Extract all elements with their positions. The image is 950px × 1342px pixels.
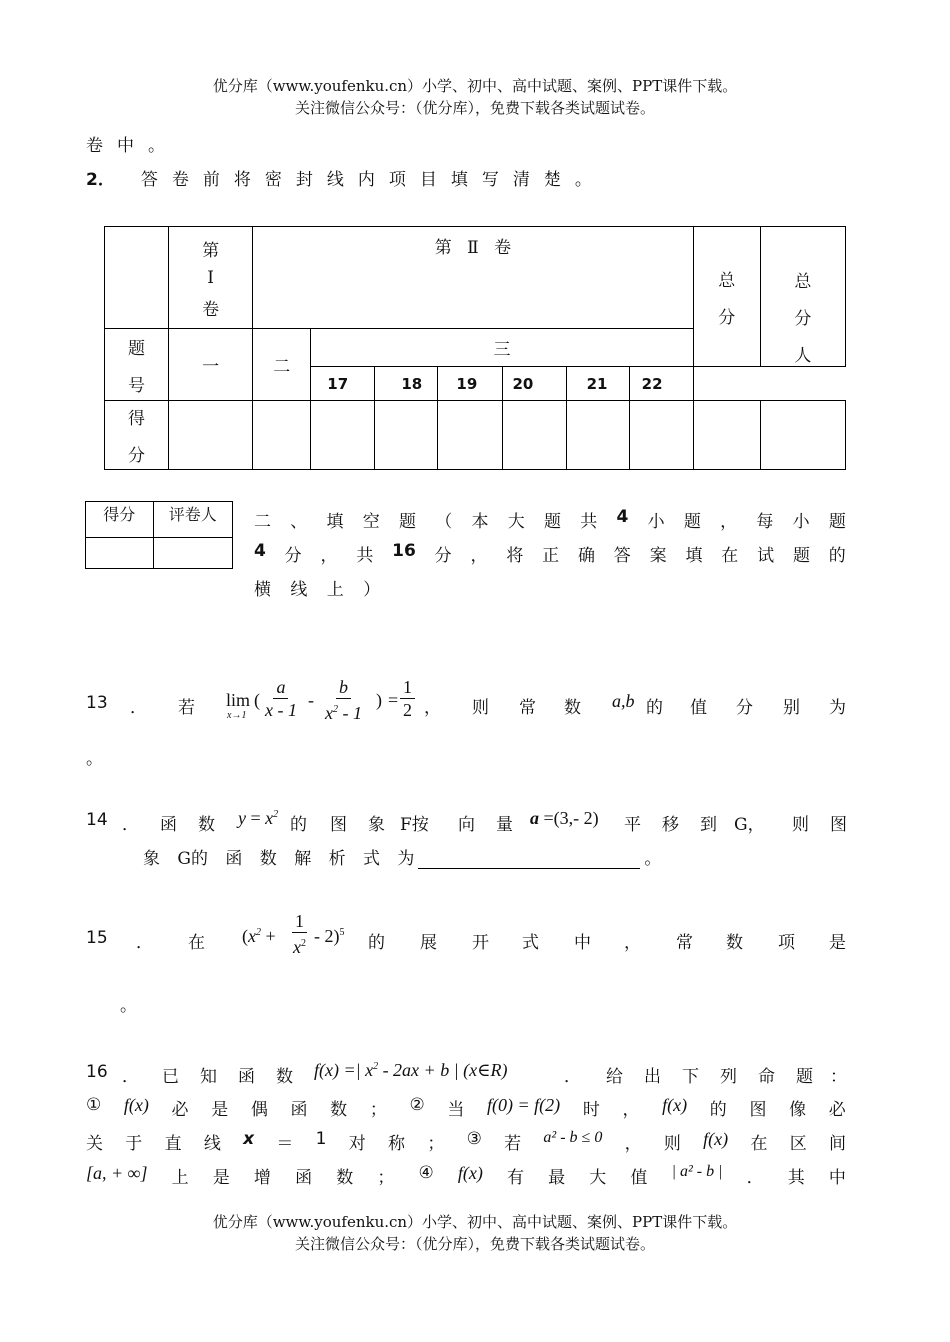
q14-word: 的	[290, 815, 307, 835]
q13-sq: 2	[333, 704, 338, 715]
q15-word: 开	[472, 933, 489, 953]
intro-line-2	[86, 165, 606, 190]
q16-token: 上	[171, 1168, 189, 1188]
section-char: 题	[683, 512, 701, 532]
q14-dot: ．	[122, 815, 139, 835]
score-table	[104, 226, 846, 470]
q16-token: 间	[829, 1134, 846, 1154]
q13-minus: -	[308, 690, 314, 710]
q16-token: 直	[164, 1134, 182, 1154]
q14-line-2-text: 象 G的 函 数 解 析 式 为	[143, 849, 415, 869]
question-number: 22	[629, 367, 693, 401]
score-label-char: 得	[128, 409, 146, 429]
section-char: 案	[649, 546, 667, 566]
q16-token: 大	[589, 1168, 607, 1188]
q15-word: 展	[420, 933, 437, 953]
section-char: 空	[362, 512, 380, 532]
q16-number: 16	[86, 1062, 108, 1082]
q13-word: 的	[646, 698, 663, 718]
q16-token: 1	[315, 1129, 327, 1149]
q16-token: 线	[203, 1134, 221, 1154]
section-char: 将	[506, 546, 524, 566]
q16-token: 是	[212, 1168, 230, 1188]
question-14-line-1	[86, 808, 846, 834]
footer-line-1: 优分库（www.youfenku.cn）小学、初中、高中试题、案例、PPT课件下载。	[212, 1213, 738, 1231]
q16-token: 值	[630, 1168, 648, 1188]
q14-vec-name: a	[530, 808, 539, 828]
q13-lim: lim	[226, 690, 251, 710]
q15-word: 数	[726, 933, 743, 953]
q14-word: 向	[458, 815, 475, 835]
q16-word: 函	[238, 1067, 255, 1087]
part-2-header: 第 Ⅱ 卷	[253, 227, 694, 329]
section-char: 试	[757, 546, 775, 566]
grader-score-label: 得分	[86, 502, 154, 538]
q14-vec-value: =(3,- 2)	[539, 808, 599, 828]
section-char: 分	[284, 546, 302, 566]
q16-word: 命	[758, 1067, 775, 1087]
q16-token: 区	[789, 1134, 807, 1154]
q15-frac	[290, 910, 309, 958]
score-cell[interactable]	[375, 401, 438, 470]
score-cell[interactable]	[629, 401, 693, 470]
score-cell[interactable]	[253, 401, 311, 470]
question-16-line-1	[86, 1060, 846, 1086]
q16-token: 最	[548, 1168, 566, 1188]
q16-token: ，	[622, 1100, 640, 1120]
q14-word: 则	[792, 815, 809, 835]
q15-expr-close	[314, 926, 345, 947]
q16-token: 数	[336, 1168, 354, 1188]
section-char: 正	[542, 546, 560, 566]
q14-word: F按	[400, 815, 429, 835]
section-char: 的	[828, 546, 846, 566]
part-1-char: 卷	[202, 299, 220, 320]
q14-word: 量	[496, 815, 513, 835]
q15-frac-sq: 2	[301, 938, 306, 949]
intro-text: 答卷前将密封线内项目填写清楚。	[140, 170, 606, 190]
section-char: 填	[326, 512, 344, 532]
header-line-1: 优分库（www.youfenku.cn）小学、初中、高中试题、案例、PPT课件下载。	[212, 77, 738, 95]
q16-token: x	[243, 1129, 255, 1149]
q14-word: 函	[160, 815, 177, 835]
q14-y: y	[238, 808, 246, 828]
question-16-line-4	[86, 1163, 846, 1188]
q16-token: f(x)	[457, 1163, 483, 1183]
q16-token: 称	[388, 1134, 406, 1154]
q13-word: 值	[690, 698, 707, 718]
question-16-line-2	[86, 1095, 846, 1120]
q14-word: 平	[624, 815, 641, 835]
q13-word: 为	[829, 698, 846, 718]
q15-frac-den-x: x	[293, 937, 301, 957]
footer-line-2: 关注微信公众号：（优分库），免费下载各类试题试卷。	[294, 1235, 655, 1253]
q16-token: 是	[211, 1100, 229, 1120]
q15-word: ，	[624, 933, 641, 953]
q16-token: 对	[348, 1134, 366, 1154]
q13-frac-1	[262, 676, 300, 721]
q14-word: 图	[330, 815, 347, 835]
q15-frac-num: 1	[292, 910, 307, 933]
section-char: 在	[721, 546, 739, 566]
section-char: 二	[254, 512, 271, 532]
section-char: 题	[792, 546, 810, 566]
section-char: 4	[616, 507, 629, 527]
section-char: 、	[290, 512, 308, 532]
q14-x: x	[265, 808, 274, 828]
q16-token: 其	[787, 1168, 805, 1188]
q16-token: 时	[582, 1100, 600, 1120]
header-line-2: 关注微信公众号：（优分库），免费下载各类试题试卷。	[294, 99, 655, 117]
total-char: 总	[718, 270, 736, 291]
score-cell[interactable]	[438, 401, 502, 470]
section-char: 填	[685, 546, 703, 566]
q16-token: ②	[409, 1095, 425, 1115]
q14-word: 移	[662, 815, 679, 835]
q16-token: ；	[427, 1134, 445, 1154]
section-char: 分	[434, 546, 452, 566]
section-char: 每	[756, 512, 774, 532]
q13-frac-2-num: b	[336, 676, 351, 699]
section-char: 小	[792, 512, 810, 532]
grader-name-label: 评卷人	[153, 502, 232, 538]
grader-score-cell[interactable]	[86, 538, 154, 569]
section-char: ，	[320, 546, 338, 566]
q16-token: 像	[789, 1100, 807, 1120]
q14-vector	[530, 808, 599, 829]
q13-ruo: 若	[178, 698, 195, 718]
score-cell[interactable]	[169, 401, 253, 470]
q13-half-den: 2	[403, 700, 412, 720]
question-1: 一	[169, 329, 253, 401]
q15-word: 是	[829, 933, 846, 953]
q16-token: 有	[507, 1168, 524, 1188]
q13-word: 别	[783, 698, 800, 718]
q15-zai: 在	[188, 933, 205, 953]
q13-half	[400, 676, 415, 721]
grader-name-cell[interactable]	[153, 538, 232, 569]
q16-token: 关	[86, 1134, 103, 1154]
q16-token: 偶	[250, 1100, 268, 1120]
q16-token: ；	[369, 1100, 387, 1120]
part-1-header	[169, 227, 253, 329]
q13-den-rest: - 1	[338, 703, 362, 723]
q16-word: ：	[830, 1067, 847, 1087]
q16-token: f(0) = f(2)	[487, 1095, 561, 1115]
q16-word: 知	[200, 1067, 217, 1087]
q16-word: 已	[162, 1067, 179, 1087]
q14-word: 到	[700, 815, 717, 835]
q16-token: 则	[663, 1134, 681, 1154]
q15-plus: +	[261, 926, 276, 946]
q16-token: f(x)	[662, 1095, 688, 1115]
section-char: 共	[356, 546, 374, 566]
q14-word: 象	[368, 815, 385, 835]
q13-close-paren: )	[376, 690, 382, 710]
q15-sq: 2	[256, 927, 261, 938]
question-label-char: 题	[128, 338, 146, 359]
q16-token: ④	[418, 1163, 434, 1183]
q14-number: 14	[86, 810, 108, 830]
section-char: 大	[507, 512, 525, 532]
section-char: 确	[577, 546, 595, 566]
q16-token: 在	[750, 1134, 768, 1154]
question-2: 二	[253, 329, 311, 401]
score-label-char: 分	[128, 446, 146, 466]
section-2-line-1	[254, 507, 846, 532]
score-label	[105, 401, 169, 470]
section-char: 共	[580, 512, 598, 532]
q16-token: ．	[746, 1168, 764, 1188]
q16-token: f(x)	[703, 1129, 729, 1149]
q16-token: ①	[86, 1095, 102, 1115]
q16-word: ．	[564, 1067, 581, 1087]
grader-box	[85, 501, 233, 569]
q13-end: 。	[86, 749, 103, 769]
q15-frac-den	[290, 933, 309, 958]
section-char: 题	[544, 512, 561, 532]
q14-sq: 2	[273, 809, 279, 820]
q16-token: 数	[330, 1100, 348, 1120]
q16-token: 函	[290, 1100, 308, 1120]
q13-frac-2	[322, 676, 365, 724]
section-char: 本	[471, 512, 489, 532]
section-char: （	[435, 512, 453, 532]
intro-number: 2．	[86, 170, 115, 190]
total-header	[693, 227, 760, 367]
score-cell[interactable]	[760, 401, 845, 470]
q16-token: [a, + ∞]	[86, 1163, 148, 1183]
q13-dot: ．	[130, 698, 147, 718]
q16-token: 于	[125, 1134, 143, 1154]
q16-dot: ．	[122, 1067, 139, 1087]
q16-word: 下	[682, 1067, 699, 1087]
q13-lim-sub: x→1	[227, 710, 247, 721]
q13-word: 常	[519, 698, 536, 718]
q13-x: x	[325, 703, 333, 723]
q13-frac-1-den: x - 1	[265, 700, 297, 720]
q16-token: 必	[828, 1100, 846, 1120]
q16-token: ③	[466, 1129, 482, 1149]
q13-comma: ，	[424, 698, 441, 718]
section-char: 4	[254, 541, 266, 561]
q13-number: 13	[86, 693, 108, 713]
q16-token: 必	[171, 1100, 189, 1120]
part-1-char: Ⅰ	[207, 267, 214, 288]
question-13	[86, 676, 846, 732]
q16-token: ；	[377, 1168, 395, 1188]
q16-word: 列	[720, 1067, 737, 1087]
question-number: 18	[375, 367, 438, 401]
q16-token: ，	[624, 1134, 642, 1154]
q16-token: 的	[709, 1100, 727, 1120]
q14-answer-blank[interactable]	[418, 850, 640, 869]
q14-word: 图	[830, 815, 847, 835]
question-14-line-2	[143, 844, 661, 869]
q16-token: 图	[749, 1100, 767, 1120]
q16-token: a² - b ≤ 0	[543, 1129, 603, 1146]
q16-sq: 2	[373, 1061, 379, 1072]
q16-word: 数	[276, 1067, 293, 1087]
score-cell[interactable]	[566, 401, 629, 470]
q15-word: 中	[574, 933, 591, 953]
q16-func-b: - 2ax + b | (x∈R)	[378, 1060, 508, 1080]
section-char: 小	[647, 512, 665, 532]
scorer-header	[760, 227, 845, 367]
q14-end: 。	[644, 849, 662, 869]
q16-token: 增	[253, 1168, 271, 1188]
question-number: 21	[566, 367, 629, 401]
q16-word: 题	[796, 1067, 813, 1087]
q15-word: 的	[368, 933, 385, 953]
scorer-char: 人	[794, 346, 812, 366]
question-number: 19	[438, 367, 502, 401]
part-1-char: 第	[202, 240, 220, 261]
q15-word: 项	[778, 933, 795, 953]
q16-token: 若	[504, 1134, 522, 1154]
q14-word: 数	[198, 815, 215, 835]
q14-word: G，	[734, 815, 765, 835]
total-char: 分	[718, 307, 736, 328]
q16-func	[314, 1060, 507, 1081]
question-number: 17	[311, 367, 375, 401]
question-label	[105, 329, 169, 401]
section-char: ，	[720, 512, 738, 532]
q13-ab: a,b	[612, 691, 635, 711]
section-2-line-2	[254, 541, 846, 566]
section-2-line-3: 横 线 上 ）	[254, 580, 381, 600]
scorer-char: 总	[794, 272, 812, 292]
section-char: 16	[392, 541, 416, 561]
question-15	[86, 910, 846, 966]
scorer-char: 分	[794, 309, 812, 329]
q13-frac-2-den	[322, 699, 365, 724]
q16-token: f(x)	[123, 1095, 149, 1115]
q13-word: 则	[472, 698, 489, 718]
question-3: 三	[311, 329, 693, 367]
q15-close: - 2)	[314, 926, 340, 946]
section-char: 题	[828, 512, 846, 532]
question-label-char: 号	[128, 375, 146, 396]
q15-dot: ．	[136, 933, 153, 953]
question-16-line-3	[86, 1129, 846, 1154]
q13-open-paren: (	[254, 690, 260, 710]
intro-line-1: 卷中。	[86, 136, 179, 156]
q15-pow: 5	[339, 927, 345, 938]
q16-word: 出	[644, 1067, 661, 1087]
q16-token: 函	[295, 1168, 313, 1188]
section-char: 题	[399, 512, 416, 532]
q16-token: ＝	[276, 1134, 294, 1154]
q13-half-num: 1	[400, 676, 415, 699]
question-number: 20	[502, 367, 566, 401]
q15-word: 常	[676, 933, 693, 953]
q13-word: 分	[736, 698, 753, 718]
q16-func-a: f(x) =| x	[314, 1060, 374, 1080]
table-corner-cell	[105, 227, 169, 329]
q16-token: 中	[828, 1168, 846, 1188]
q13-word: 数	[564, 698, 581, 718]
score-cell[interactable]	[311, 401, 375, 470]
score-cell[interactable]	[502, 401, 566, 470]
q15-number: 15	[86, 928, 108, 948]
q16-word: 给	[606, 1067, 623, 1087]
q15-expr-open: ($x^2$ +	[242, 926, 276, 946]
q16-token: 当	[447, 1100, 465, 1120]
q16-token: | a² - b |	[671, 1163, 723, 1180]
score-cell[interactable]	[693, 401, 760, 470]
q13-frac-1-num: a	[273, 676, 288, 699]
q14-func	[238, 808, 278, 829]
q14-eq: =	[246, 808, 266, 828]
section-char: 答	[613, 546, 631, 566]
section-char: ，	[470, 546, 488, 566]
q15-word: 式	[522, 933, 539, 953]
q15-end: 。	[120, 996, 137, 1016]
q13-equals: =	[388, 690, 399, 710]
